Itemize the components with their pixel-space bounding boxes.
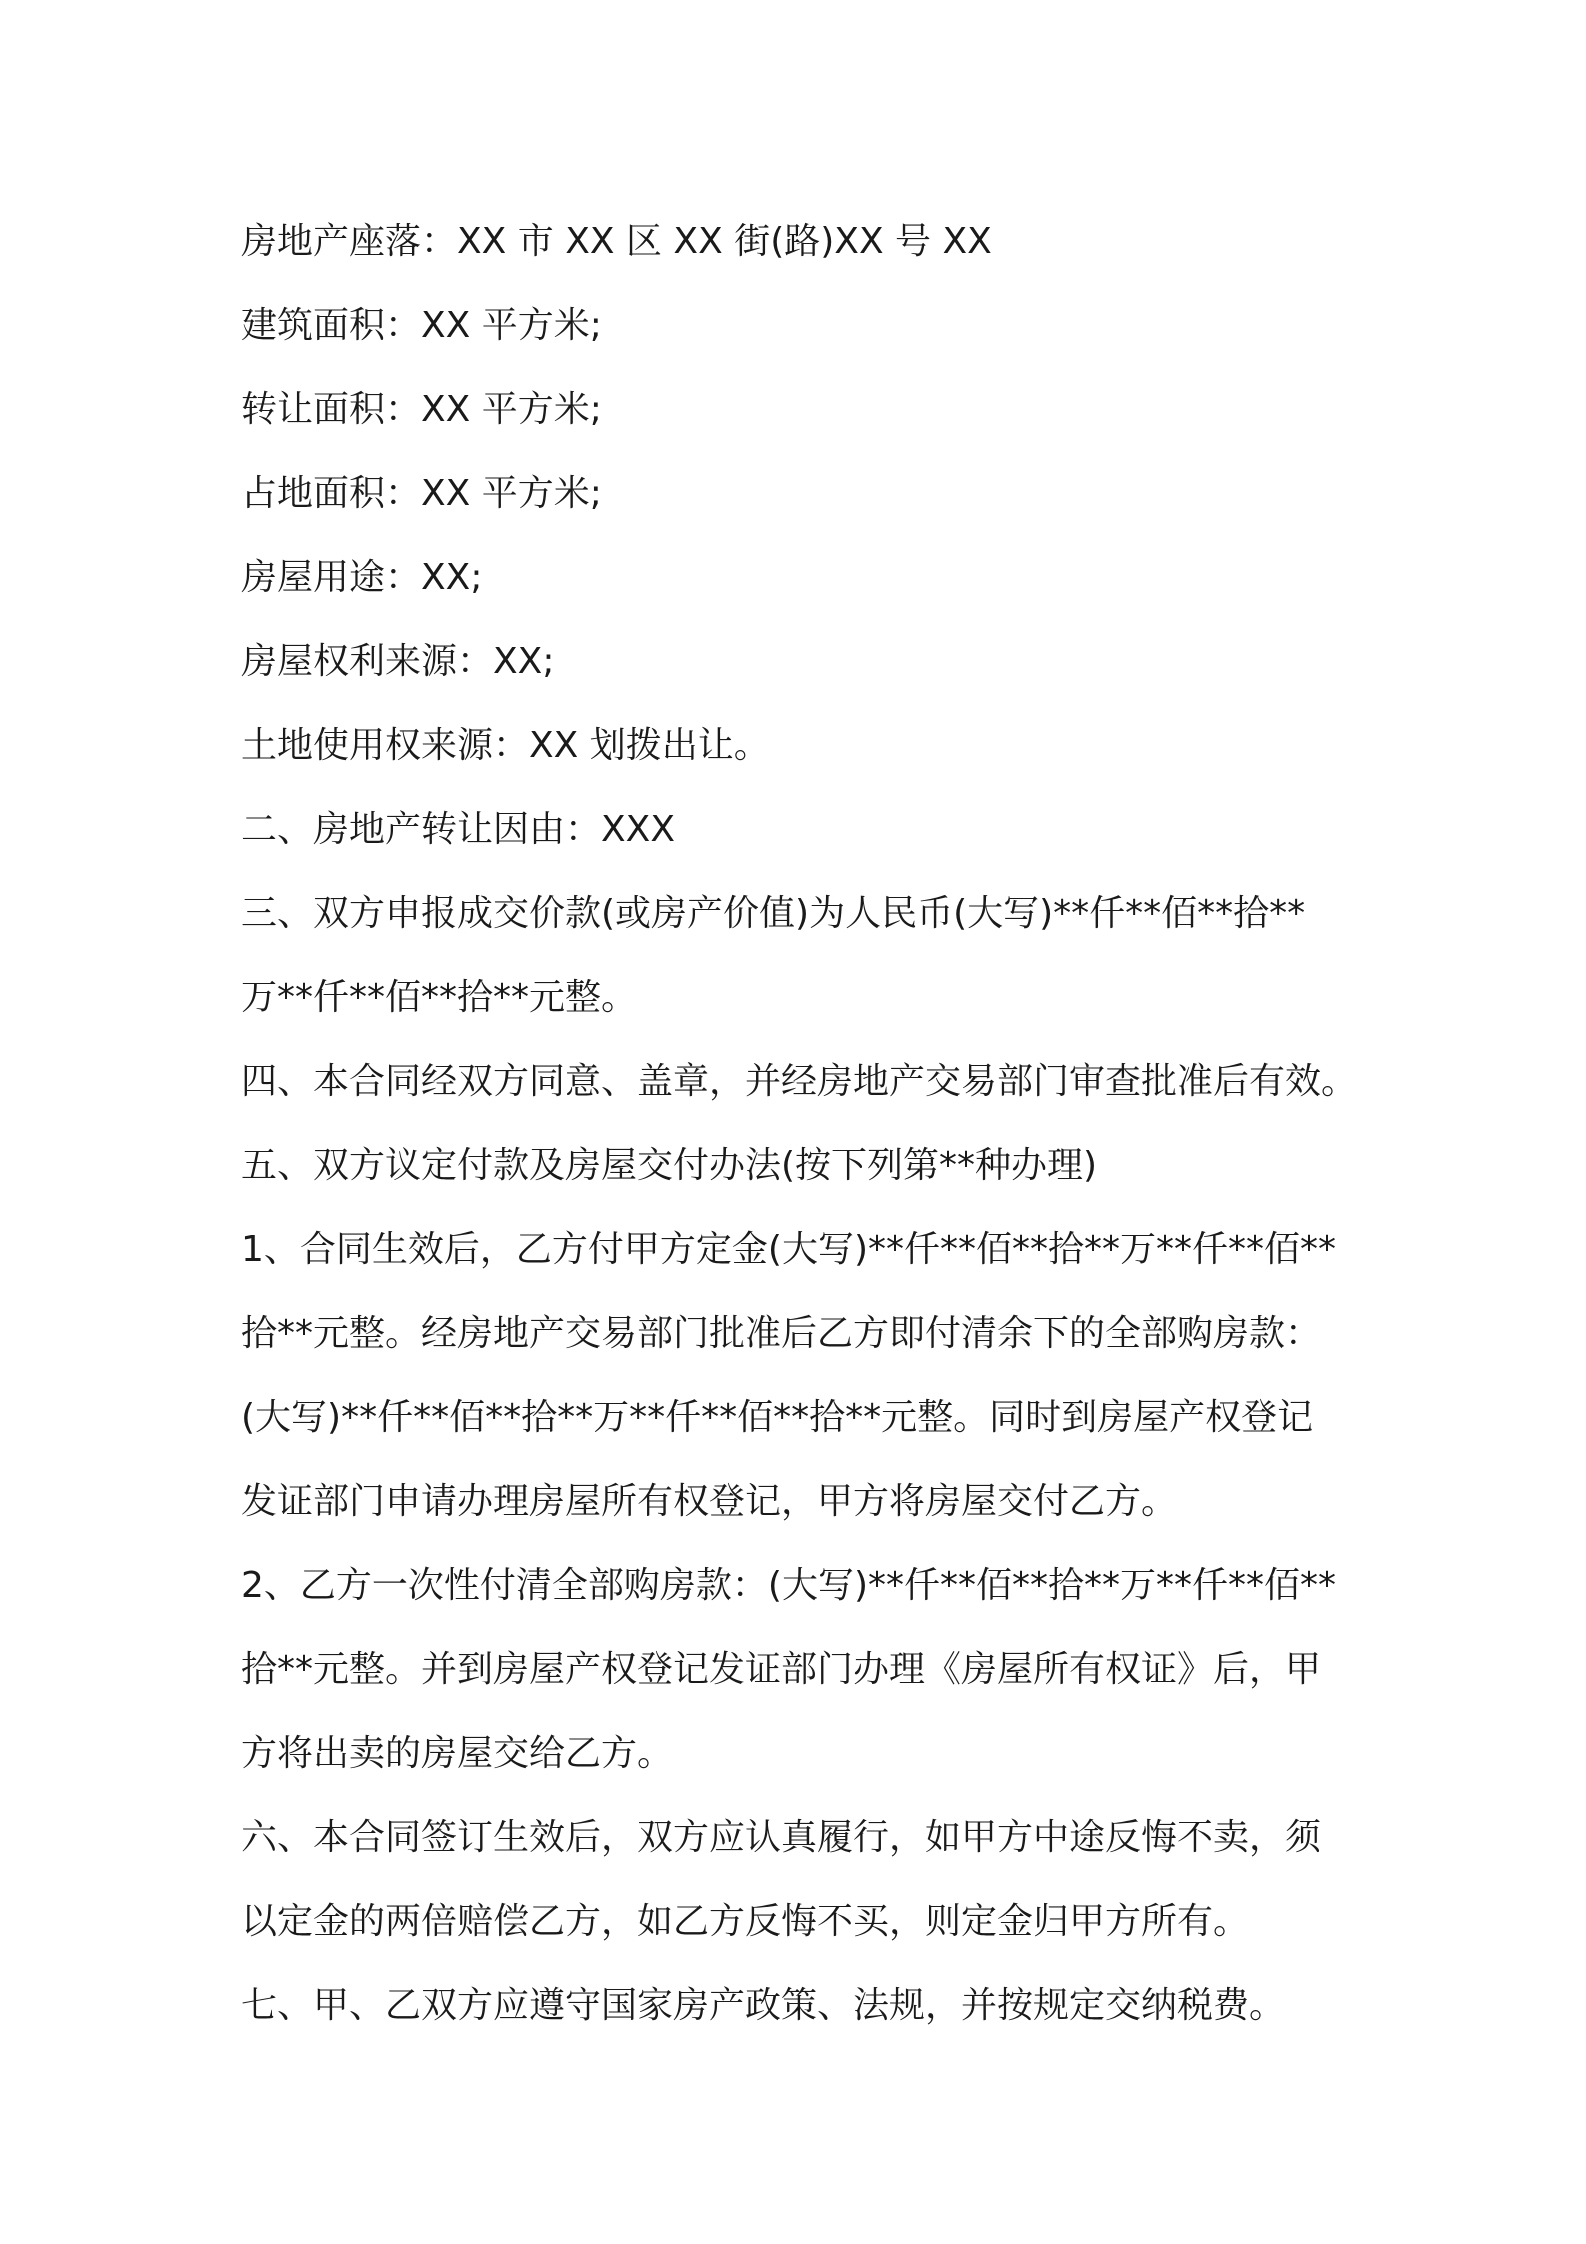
building-area-line: 建筑面积：XX 平方米; <box>241 305 602 346</box>
clause-5-option-2-line-2: 拾**元整。并到房屋产权登记发证部门办理《房屋所有权证》后，甲 <box>241 1649 1322 1690</box>
clause-5-option-1-line-4: 发证部门申请办理房屋所有权登记，甲方将房屋交付乙方。 <box>241 1481 1178 1522</box>
clause-2-line: 二、房地产转让因由：XXX <box>241 809 675 850</box>
land-area-line: 占地面积：XX 平方米; <box>241 473 602 514</box>
property-location-line: 房地产座落：XX 市 XX 区 XX 街(路)XX 号 XX <box>241 221 992 262</box>
house-usage-line: 房屋用途：XX; <box>241 557 483 598</box>
clause-5-option-1-line-1: 1、合同生效后，乙方付甲方定金(大写)**仟**佰**拾**万**仟**佰** <box>241 1229 1336 1270</box>
clause-5-option-2-line-1: 2、乙方一次性付清全部购房款：(大写)**仟**佰**拾**万**仟**佰** <box>241 1565 1336 1606</box>
clause-7-line: 七、甲、乙双方应遵守国家房产政策、法规，并按规定交纳税费。 <box>241 1985 1286 2026</box>
clause-5-option-2-line-3: 方将出卖的房屋交给乙方。 <box>241 1733 674 1774</box>
clause-6-line-1: 六、本合同签订生效后，双方应认真履行，如甲方中途反悔不卖，须 <box>241 1817 1322 1858</box>
clause-4-line: 四、本合同经双方同意、盖章，并经房地产交易部门审查批准后有效。 <box>241 1061 1358 1102</box>
clause-5-option-1-line-2: 拾**元整。经房地产交易部门批准后乙方即付清余下的全部购房款： <box>241 1313 1322 1354</box>
ownership-source-line: 房屋权利来源：XX; <box>241 641 555 682</box>
transfer-area-line: 转让面积：XX 平方米; <box>241 389 602 430</box>
document-body <box>241 200 1366 2048</box>
land-use-right-source-line: 土地使用权来源：XX 划拨出让。 <box>241 725 770 766</box>
clause-3-line-1: 三、双方申报成交价款(或房产价值)为人民币(大写)**仟**佰**拾** <box>241 893 1306 934</box>
clause-5-option-1-line-3: (大写)**仟**佰**拾**万**仟**佰**拾**元整。同时到房屋产权登记 <box>241 1397 1314 1438</box>
clause-5-line: 五、双方议定付款及房屋交付办法(按下列第**种办理) <box>241 1145 1098 1186</box>
clause-6-line-2: 以定金的两倍赔偿乙方，如乙方反悔不买，则定金归甲方所有。 <box>241 1901 1250 1942</box>
clause-3-line-2: 万**仟**佰**拾**元整。 <box>241 977 638 1018</box>
